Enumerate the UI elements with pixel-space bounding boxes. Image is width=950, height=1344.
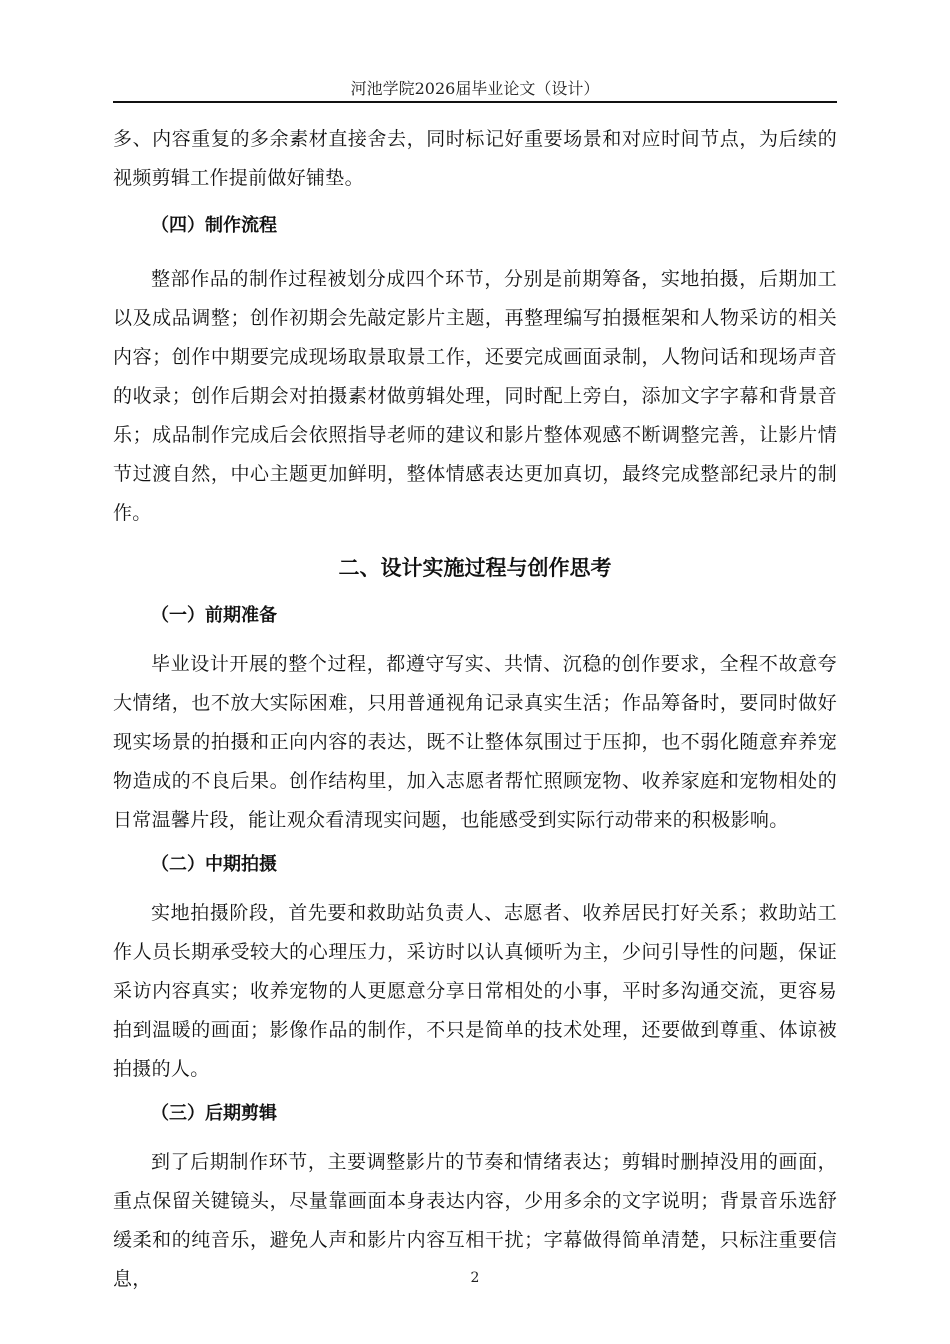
continuation-paragraph: 多、内容重复的多余素材直接舍去，同时标记好重要场景和对应时间节点，为后续的视频剪辑工作提前做好铺垫。 xyxy=(113,128,837,189)
header-rule xyxy=(113,101,837,103)
sub2-heading: （二）中期拍摄 xyxy=(151,854,277,875)
page-header: 河池学院2026届毕业论文（设计） xyxy=(350,79,600,98)
sub2-paragraph: 实地拍摄阶段，首先要和救助站负责人、志愿者、收养居民打好关系；救助站工作人员长期承受较大的心理压力，采访时以认真倾听为主，少问引导性的问题，保证采访内容真实；收养宠物的人更愿意分享日常相处的小事，平时多沟通交流，更容易拍到温暖的画面；影像作品的制作，不只是简单的技术处理，还要做到尊重、体谅被拍摄的人。 xyxy=(113,902,837,1080)
sub3-paragraph: 到了后期制作环节，主要调整影片的节奏和情绪表达；剪辑时删掉没用的画面，重点保留关键镜头，尽量靠画面本身表达内容，少用多余的文字说明；背景音乐选舒缓柔和的纯音乐，避免人声和影片内容互相干扰；字幕做得简单清楚，只标注重要信息， xyxy=(113,1151,837,1290)
sub3-heading: （三）后期剪辑 xyxy=(151,1103,277,1124)
sub1-paragraph: 毕业设计开展的整个过程，都遵守写实、共情、沉稳的创作要求，全程不故意夸大情绪，也不放大实际困难，只用普通视角记录真实生活；作品筹备时，要同时做好现实场景的拍摄和正向内容的表达，既不让整体氛围过于压抑，也不弱化随意弃养宠物造成的不良后果。创作结构里，加入志愿者帮忙照顾宠物、收养家庭和宠物相处的日常温馨片段，能让观众看清现实问题，也能感受到实际行动带来的积极影响。 xyxy=(113,653,837,831)
section4-heading: （四）制作流程 xyxy=(151,215,277,236)
page-body xyxy=(113,120,837,1299)
section4-paragraph: 整部作品的制作过程被划分成四个环节，分别是前期筹备，实地拍摄，后期加工以及成品调整；创作初期会先敲定影片主题，再整理编写拍摄框架和人物采访的相关内容；创作中期要完成现场取景取景工作，还要完成画面录制，人物问话和现场声音的收录；创作后期会对拍摄素材做剪辑处理，同时配上旁白，添加文字字幕和背景音乐；成品制作完成后会依照指导老师的建议和影片整体观感不断调整完善，让影片情节过渡自然，中心主题更加鲜明，整体情感表达更加真切，最终完成整部纪录片的制作。 xyxy=(113,268,837,524)
chapter2-heading: 二、设计实施过程与创作思考 xyxy=(338,556,612,580)
page-number: 2 xyxy=(470,1270,480,1286)
sub1-heading: （一）前期准备 xyxy=(151,605,277,626)
